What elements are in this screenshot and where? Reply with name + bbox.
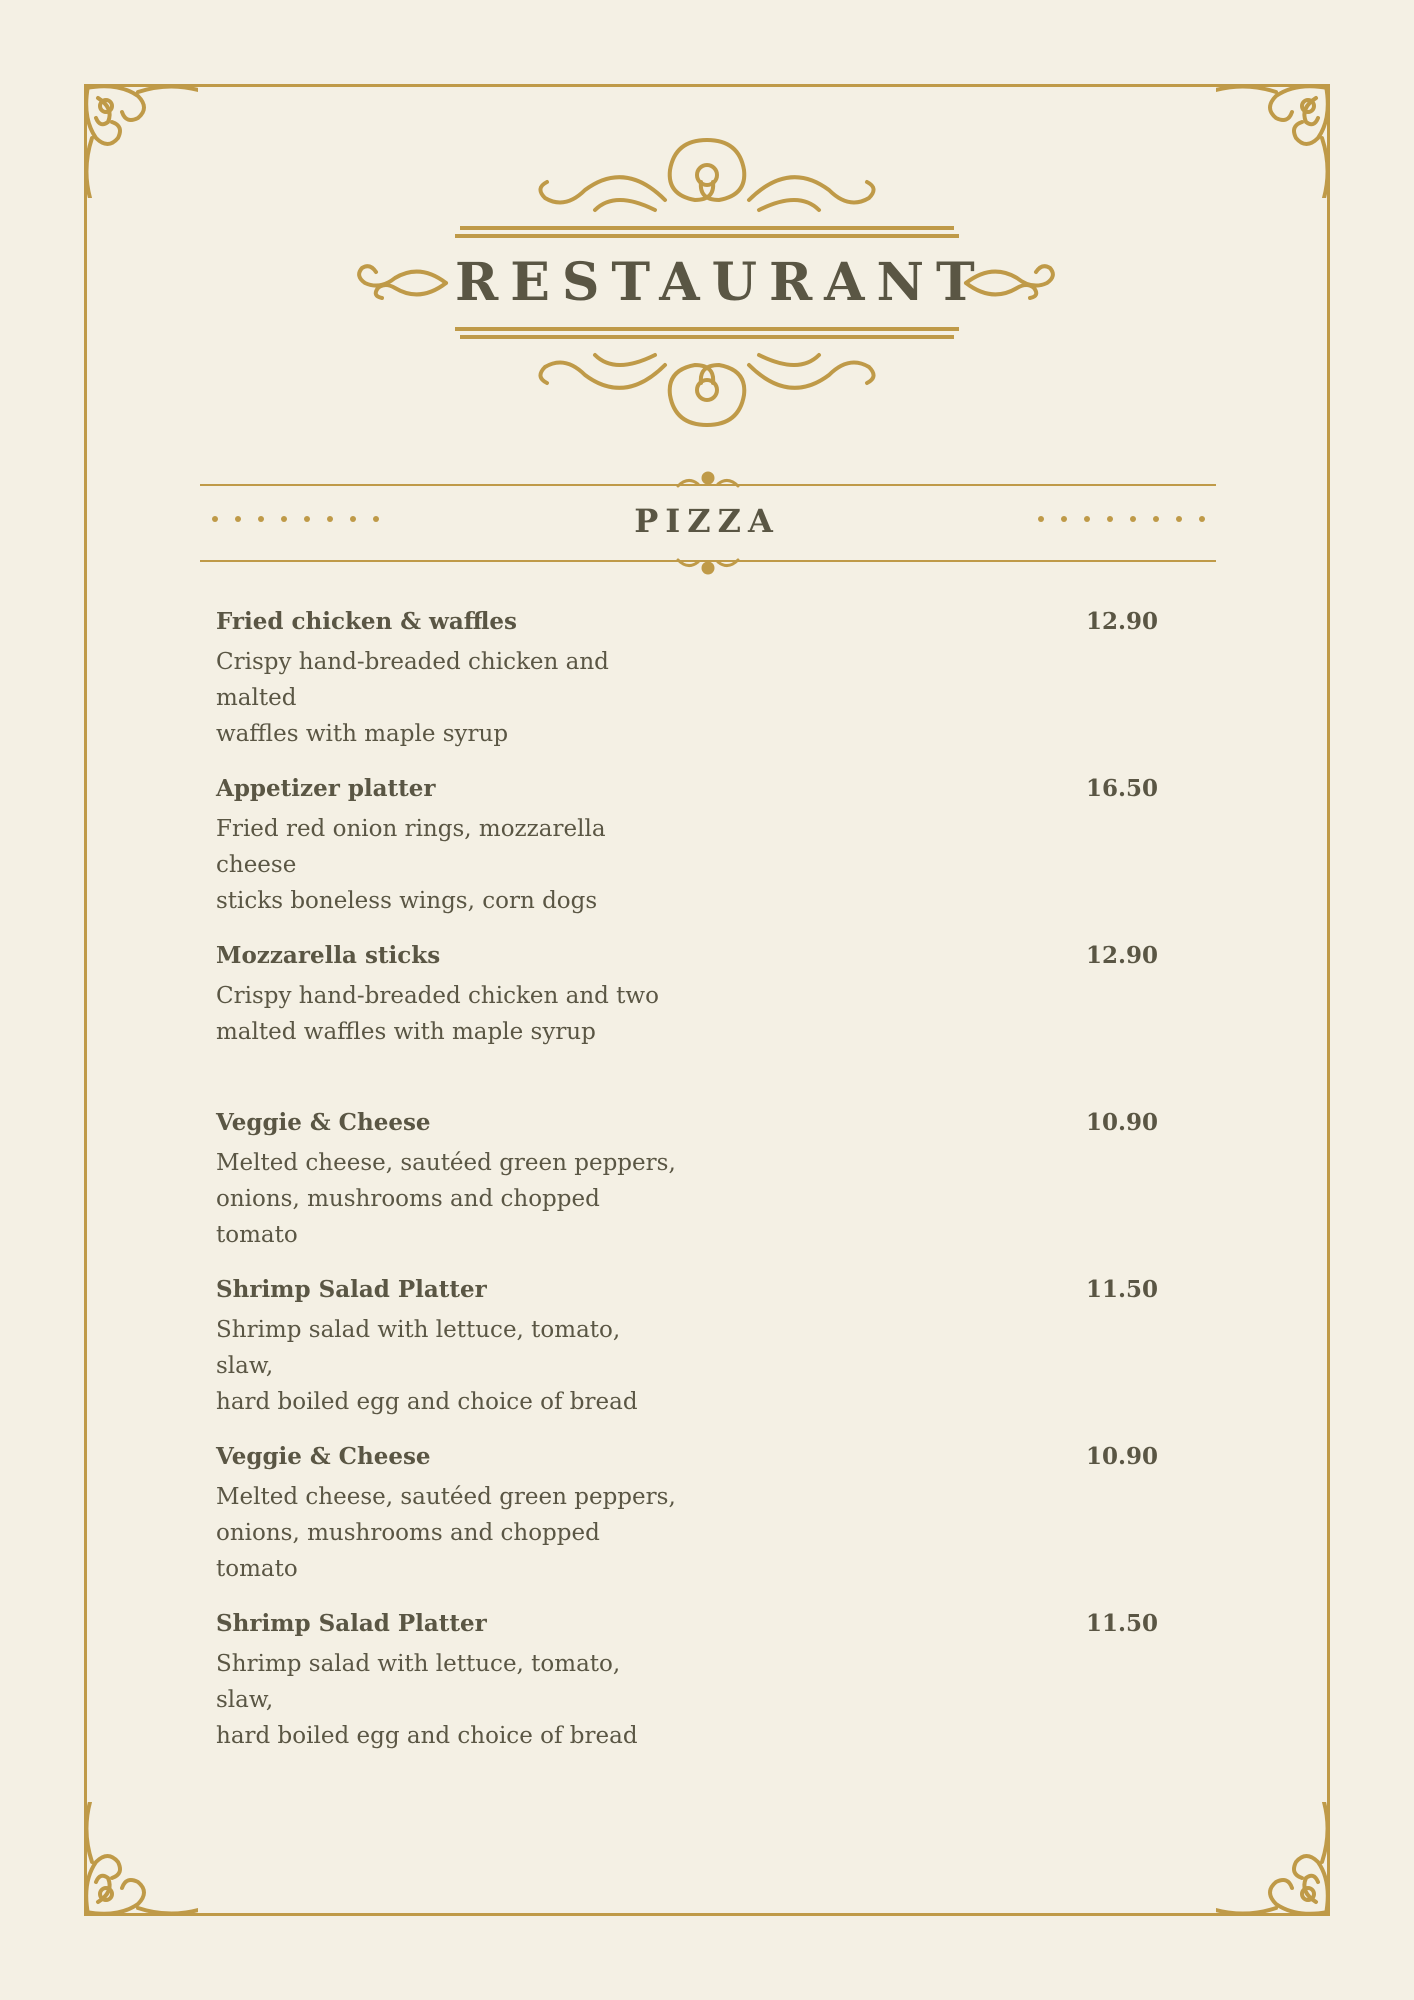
- item-price: 11.50: [1085, 1276, 1158, 1303]
- item-description-line: sticks boneless wings, corn dogs: [216, 888, 598, 914]
- item-description-line: waffles with maple syrup: [216, 721, 509, 747]
- item-description: [216, 1646, 676, 1754]
- item-name: Mozzarella sticks: [216, 942, 441, 969]
- dot-row-right: [1036, 514, 1206, 524]
- item-description-line: Fried red onion rings, mozzarella cheese: [216, 816, 606, 878]
- corner-ornament-top-right: [1216, 78, 1336, 198]
- menu-list: [216, 602, 1166, 1771]
- menu-item: [216, 936, 1166, 1103]
- swirl-ornament-left: [350, 258, 450, 308]
- item-description: [216, 1312, 676, 1420]
- crest-ornament-top: [455, 130, 959, 240]
- section-ornament-bottom: [668, 556, 748, 578]
- crest-ornament-bottom: [455, 325, 959, 435]
- section-title: PIZZA: [634, 502, 780, 540]
- menu-item: [216, 769, 1166, 936]
- item-description-line: Shrimp salad with lettuce, tomato, slaw,: [216, 1651, 621, 1713]
- item-name: Appetizer platter: [216, 775, 436, 802]
- item-name: Veggie & Cheese: [216, 1443, 431, 1470]
- item-name: Shrimp Salad Platter: [216, 1610, 487, 1637]
- item-description: [216, 1145, 676, 1253]
- item-description-line: malted waffles with maple syrup: [216, 1019, 596, 1045]
- item-price: 12.90: [1085, 942, 1158, 969]
- section-ornament-top: [668, 468, 748, 490]
- item-description-line: Shrimp salad with lettuce, tomato, slaw,: [216, 1317, 621, 1379]
- menu-item: [216, 1437, 1166, 1604]
- item-description-line: Crispy hand-breaded chicken and malted: [216, 649, 609, 711]
- restaurant-title: RESTAURANT: [455, 252, 987, 313]
- item-description: [216, 1479, 676, 1587]
- corner-ornament-bottom-left: [78, 1802, 198, 1922]
- item-description: [216, 644, 676, 752]
- item-price: 10.90: [1085, 1109, 1158, 1136]
- item-description: [216, 978, 676, 1050]
- item-price: 10.90: [1085, 1443, 1158, 1470]
- item-description-line: Melted cheese, sautéed green peppers,: [216, 1484, 676, 1510]
- corner-ornament-bottom-right: [1216, 1802, 1336, 1922]
- item-price: 16.50: [1085, 775, 1158, 802]
- item-description-line: hard boiled egg and choice of bread: [216, 1723, 638, 1749]
- menu-item: [216, 1270, 1166, 1437]
- item-description: [216, 811, 676, 919]
- item-price: 12.90: [1085, 608, 1158, 635]
- item-name: Veggie & Cheese: [216, 1109, 431, 1136]
- item-price: 11.50: [1085, 1610, 1158, 1637]
- item-description-line: hard boiled egg and choice of bread: [216, 1389, 638, 1415]
- item-description-line: onions, mushrooms and chopped tomato: [216, 1186, 600, 1248]
- menu-item: [216, 1604, 1166, 1771]
- corner-ornament-top-left: [78, 78, 198, 198]
- menu-item: [216, 1103, 1166, 1270]
- item-description-line: Crispy hand-breaded chicken and two: [216, 983, 659, 1009]
- dot-row-left: [210, 514, 380, 524]
- menu-item: [216, 602, 1166, 769]
- item-name: Shrimp Salad Platter: [216, 1276, 487, 1303]
- item-name: Fried chicken & waffles: [216, 608, 518, 635]
- item-description-line: onions, mushrooms and chopped tomato: [216, 1520, 600, 1582]
- item-description-line: Melted cheese, sautéed green peppers,: [216, 1150, 676, 1176]
